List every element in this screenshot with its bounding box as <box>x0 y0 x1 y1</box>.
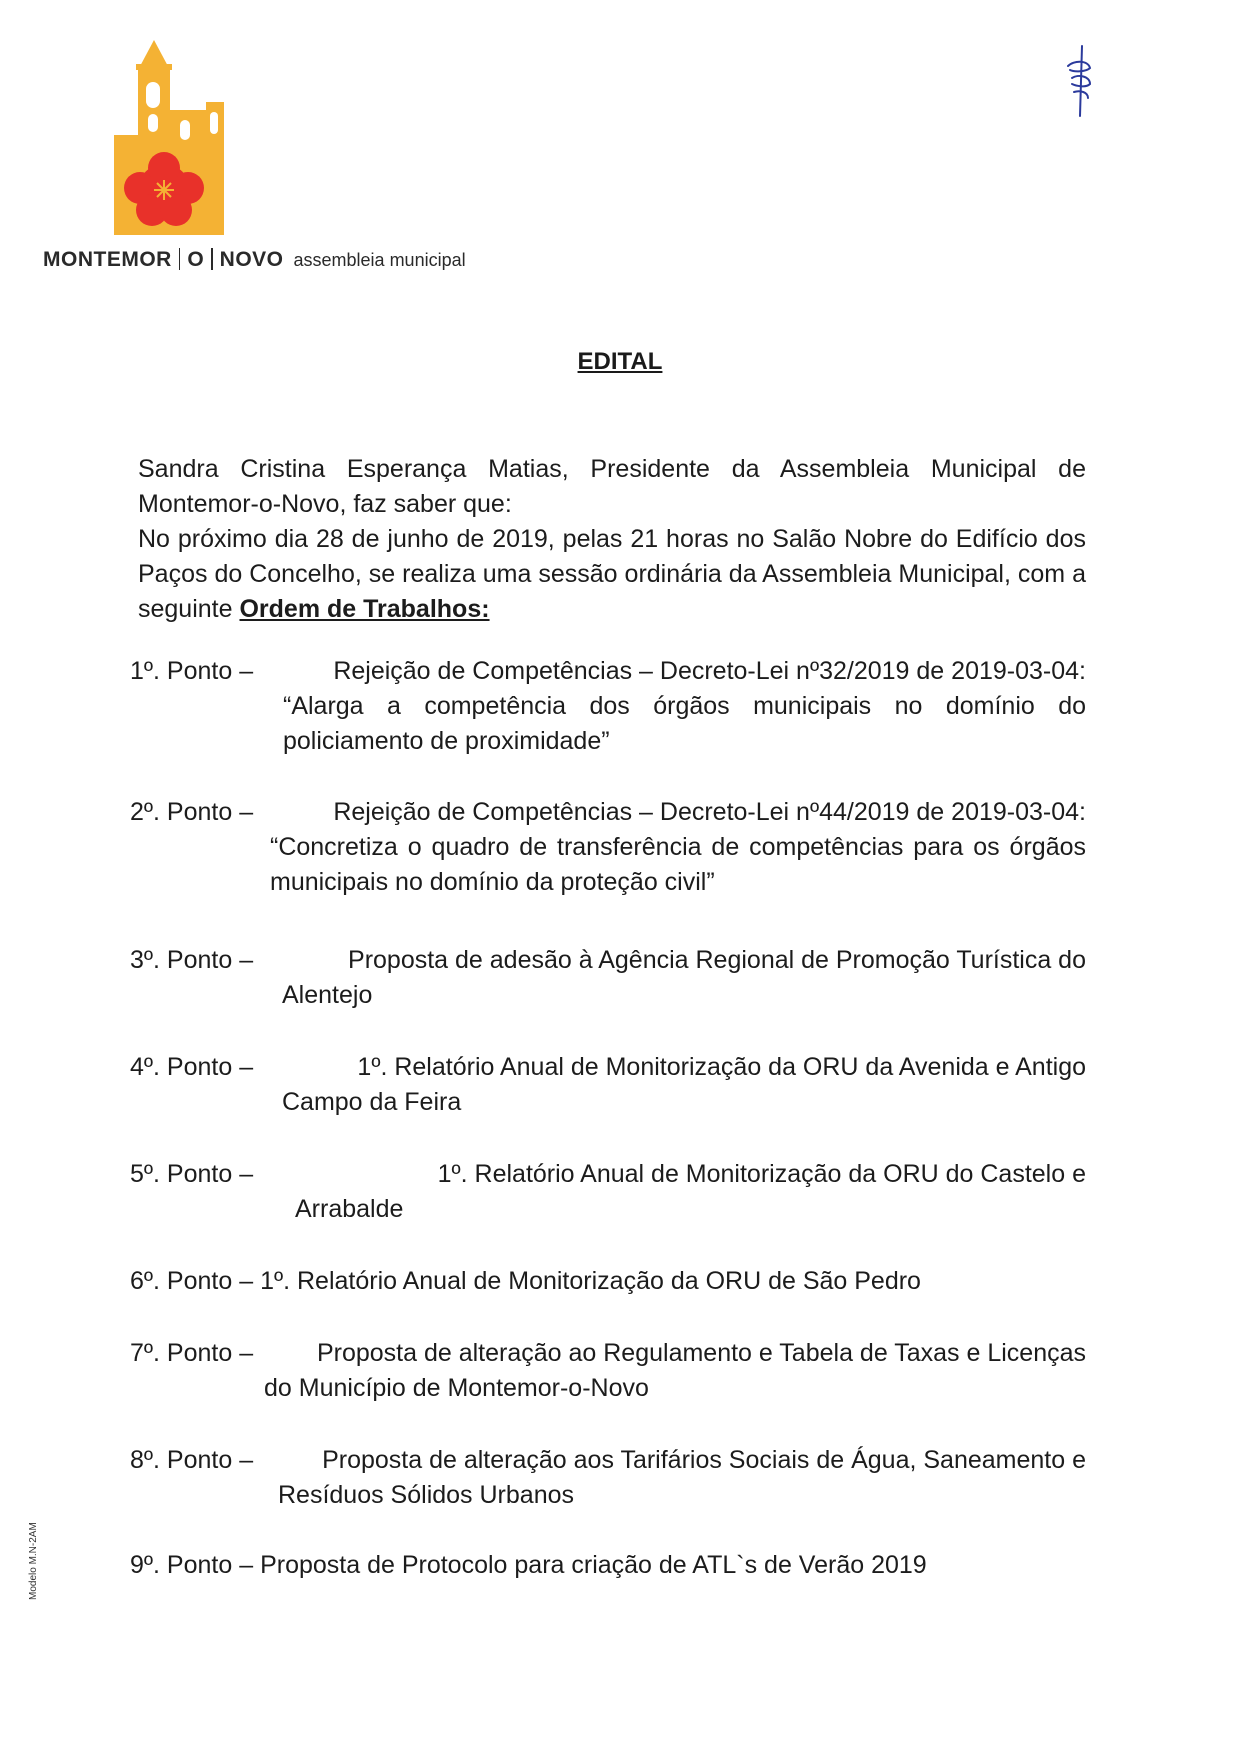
agenda-item-title: 1º. Relatório Anual de Monitorização da ORU da Avenida e Antigo <box>357 1053 1086 1081</box>
brand-part-1: MONTEMOR <box>43 248 172 271</box>
agenda-item-number: 4º. Ponto – <box>130 1053 254 1081</box>
agenda-item <box>130 1548 1086 1583</box>
agenda-item-title: Proposta de alteração aos Tarifários Sociais de Água, Saneamento e <box>322 1446 1086 1474</box>
agenda-heading: Ordem de Trabalhos: <box>239 595 490 623</box>
agenda-item <box>130 1443 1086 1513</box>
brand-part-3: NOVO <box>219 248 284 271</box>
agenda-item <box>130 943 1086 1013</box>
document-title: EDITAL <box>577 348 663 375</box>
montemor-logo <box>112 40 232 240</box>
agenda-item-detail: Resíduos Sólidos Urbanos <box>278 1481 574 1509</box>
agenda-item <box>130 1050 1086 1120</box>
agenda-item-detail: “Alarga a competência dos órgãos municipais no domínio do policiamento de proximidade” <box>283 692 1086 755</box>
agenda-item <box>130 1264 1086 1299</box>
brand-divider <box>179 248 181 270</box>
agenda-item-title: Rejeição de Competências – Decreto-Lei nº32/2019 de 2019-03-04: <box>333 657 1086 685</box>
agenda-item <box>130 795 1086 900</box>
agenda-item <box>130 1157 1086 1227</box>
intro-paragraph <box>138 452 1086 627</box>
handwritten-initials <box>1060 42 1100 118</box>
agenda-item-number: 1º. Ponto – <box>130 657 254 685</box>
agenda-item-number: 2º. Ponto – <box>130 798 254 826</box>
agenda-item-number: 3º. Ponto – <box>130 946 254 974</box>
agenda-item-detail: Alentejo <box>282 981 373 1009</box>
agenda-item-number: 5º. Ponto – <box>130 1160 254 1188</box>
agenda-item-title: Proposta de Protocolo para criação de ATL`s de Verão 2019 <box>260 1551 927 1579</box>
agenda-item-title: Proposta de alteração ao Regulamento e Tabela de Taxas e Licenças <box>316 1339 1086 1367</box>
agenda-item-detail: “Concretiza o quadro de transferência de competências para os órgãos municipais no domínio da proteção civil” <box>270 833 1086 896</box>
intro-text: No próximo dia 28 de junho de 2019, pelas 21 horas no Salão Nobre do Edifício dos Paços do Concelho, se realiza uma sessão ordinária da Assembleia Municipal, com a seguinte <box>138 525 1086 623</box>
agenda-item-number: 7º. Ponto – <box>130 1339 254 1367</box>
agenda-item <box>130 1336 1086 1406</box>
brand-divider <box>211 248 213 270</box>
agenda-item-title: Rejeição de Competências – Decreto-Lei nº44/2019 de 2019-03-04: <box>333 798 1086 826</box>
municipality-brand <box>43 248 466 272</box>
agenda-item-title: 1º. Relatório Anual de Monitorização da ORU de São Pedro <box>260 1267 921 1295</box>
agenda-item-detail: Campo da Feira <box>282 1088 462 1116</box>
agenda-item-title: Proposta de adesão à Agência Regional de Promoção Turística do <box>348 946 1086 974</box>
agenda-item <box>130 654 1086 759</box>
agenda-item-number: 9º. Ponto – <box>130 1551 254 1579</box>
agenda-item-number: 8º. Ponto – <box>130 1446 254 1474</box>
agenda-item-detail: Arrabalde <box>295 1195 404 1223</box>
agenda-item-detail: do Município de Montemor-o-Novo <box>264 1374 649 1402</box>
intro-line-1: Sandra Cristina Esperança Matias, Presidente da Assembleia Municipal de Montemor-o-Novo, faz saber que: <box>138 455 1086 518</box>
model-code: Modelo M.N-2AM <box>28 1522 39 1600</box>
brand-subtitle: assembleia municipal <box>293 250 466 270</box>
brand-part-2: O <box>187 248 205 271</box>
agenda-item-title: 1º. Relatório Anual de Monitorização da ORU do Castelo e <box>437 1160 1086 1188</box>
intro-line-2 <box>138 522 1086 627</box>
agenda-item-number: 6º. Ponto – <box>130 1267 254 1295</box>
